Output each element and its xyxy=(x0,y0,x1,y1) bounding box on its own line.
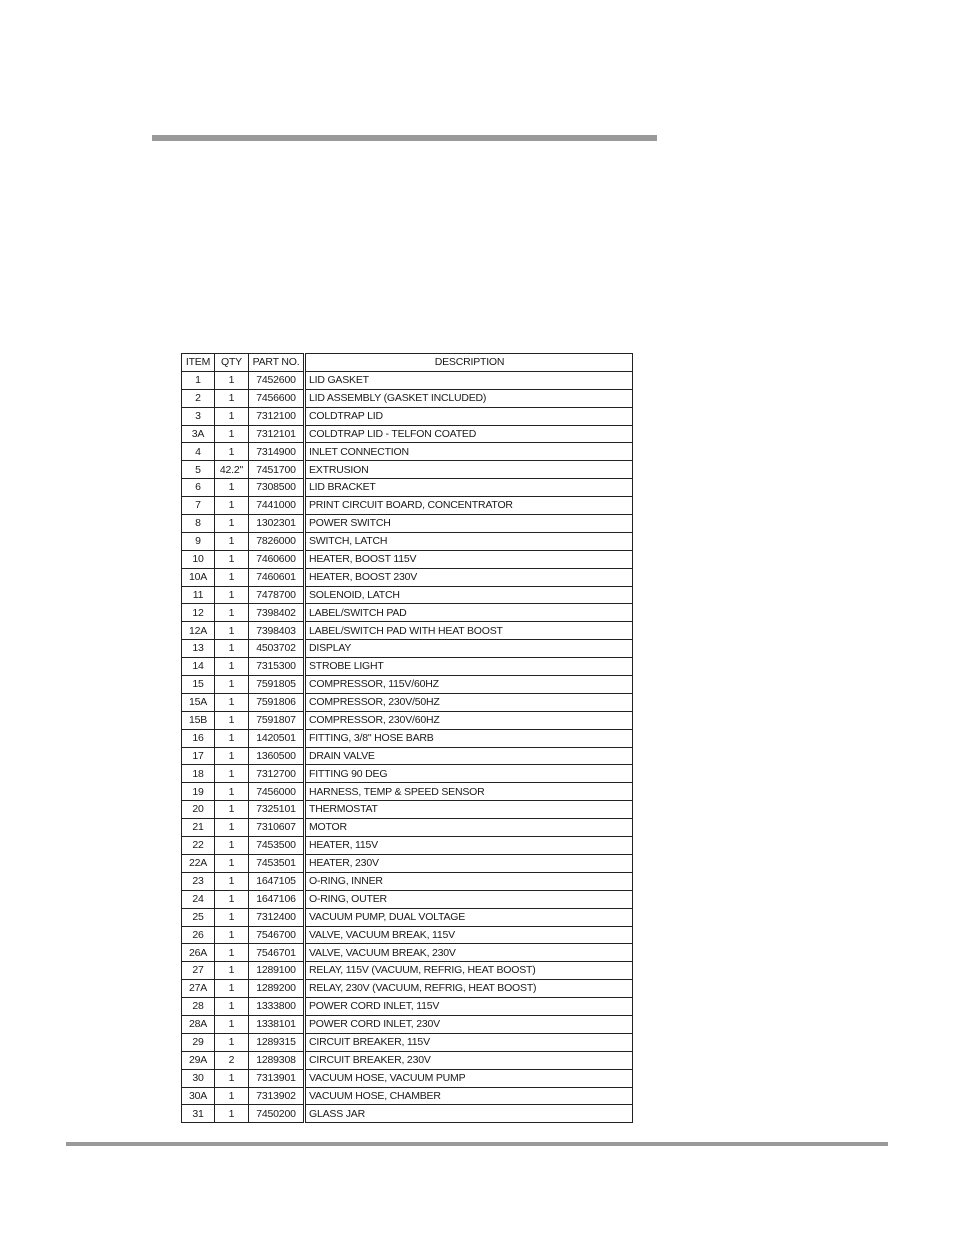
table-row xyxy=(182,1033,633,1051)
cell-part-no: 7591806 xyxy=(249,693,305,711)
table-row xyxy=(182,461,633,479)
cell-description: POWER CORD INLET, 230V xyxy=(305,1015,633,1033)
cell-part-no: 1360500 xyxy=(249,747,305,765)
cell-description: SWITCH, LATCH xyxy=(305,532,633,550)
cell-part-no: 7453501 xyxy=(249,854,305,872)
parts-table-body xyxy=(182,371,633,1122)
cell-qty: 1 xyxy=(215,1033,249,1051)
cell-description: LABEL/SWITCH PAD WITH HEAT BOOST xyxy=(305,622,633,640)
cell-qty: 1 xyxy=(215,783,249,801)
cell-description: CIRCUIT BREAKER, 115V xyxy=(305,1033,633,1051)
cell-qty: 1 xyxy=(215,586,249,604)
cell-part-no: 7460600 xyxy=(249,550,305,568)
table-row xyxy=(182,801,633,819)
table-row xyxy=(182,819,633,837)
cell-description: LID BRACKET xyxy=(305,479,633,497)
cell-description: FITTING, 3/8" HOSE BARB xyxy=(305,729,633,747)
table-row xyxy=(182,371,633,389)
table-row xyxy=(182,497,633,515)
cell-item: 12A xyxy=(182,622,215,640)
cell-description: PRINT CIRCUIT BOARD, CONCENTRATOR xyxy=(305,497,633,515)
cell-description: O-RING, OUTER xyxy=(305,890,633,908)
cell-item: 27A xyxy=(182,980,215,998)
cell-part-no: 7315300 xyxy=(249,658,305,676)
table-row xyxy=(182,1051,633,1069)
cell-qty: 1 xyxy=(215,693,249,711)
cell-part-no: 7313902 xyxy=(249,1087,305,1105)
cell-part-no: 7441000 xyxy=(249,497,305,515)
cell-qty: 1 xyxy=(215,622,249,640)
cell-qty: 1 xyxy=(215,801,249,819)
table-row xyxy=(182,658,633,676)
cell-qty: 1 xyxy=(215,837,249,855)
table-row xyxy=(182,389,633,407)
table-row xyxy=(182,568,633,586)
table-row xyxy=(182,783,633,801)
table-row xyxy=(182,604,633,622)
cell-qty: 2 xyxy=(215,1051,249,1069)
cell-part-no: 1333800 xyxy=(249,998,305,1016)
table-row xyxy=(182,443,633,461)
cell-item: 29A xyxy=(182,1051,215,1069)
bottom-divider xyxy=(66,1142,888,1146)
cell-qty: 1 xyxy=(215,872,249,890)
cell-item: 4 xyxy=(182,443,215,461)
cell-part-no: 1289308 xyxy=(249,1051,305,1069)
cell-description: INLET CONNECTION xyxy=(305,443,633,461)
table-row xyxy=(182,407,633,425)
cell-description: HEATER, 230V xyxy=(305,854,633,872)
table-row xyxy=(182,532,633,550)
table-row xyxy=(182,711,633,729)
cell-item: 30 xyxy=(182,1069,215,1087)
cell-description: VALVE, VACUUM BREAK, 230V xyxy=(305,944,633,962)
cell-item: 31 xyxy=(182,1105,215,1123)
cell-qty: 1 xyxy=(215,568,249,586)
table-row xyxy=(182,640,633,658)
cell-description: CIRCUIT BREAKER, 230V xyxy=(305,1051,633,1069)
cell-part-no: 7308500 xyxy=(249,479,305,497)
table-row xyxy=(182,425,633,443)
cell-part-no: 7312101 xyxy=(249,425,305,443)
cell-description: SOLENOID, LATCH xyxy=(305,586,633,604)
cell-part-no: 7591807 xyxy=(249,711,305,729)
cell-item: 10 xyxy=(182,550,215,568)
header-part-no: PART NO. xyxy=(249,354,305,372)
cell-item: 2 xyxy=(182,389,215,407)
cell-description: GLASS JAR xyxy=(305,1105,633,1123)
cell-part-no: 7591805 xyxy=(249,676,305,694)
cell-qty: 1 xyxy=(215,944,249,962)
cell-item: 28A xyxy=(182,1015,215,1033)
cell-part-no: 1302301 xyxy=(249,515,305,533)
cell-item: 11 xyxy=(182,586,215,604)
cell-description: COLDTRAP LID xyxy=(305,407,633,425)
cell-item: 3 xyxy=(182,407,215,425)
cell-part-no: 1647105 xyxy=(249,872,305,890)
cell-description: COMPRESSOR, 230V/60HZ xyxy=(305,711,633,729)
top-divider xyxy=(152,135,657,141)
cell-description: VACUUM HOSE, CHAMBER xyxy=(305,1087,633,1105)
cell-qty: 1 xyxy=(215,747,249,765)
cell-part-no: 7313901 xyxy=(249,1069,305,1087)
cell-item: 6 xyxy=(182,479,215,497)
cell-qty: 1 xyxy=(215,407,249,425)
table-row xyxy=(182,729,633,747)
cell-description: DISPLAY xyxy=(305,640,633,658)
table-row xyxy=(182,693,633,711)
table-row xyxy=(182,998,633,1016)
cell-description: FITTING 90 DEG xyxy=(305,765,633,783)
cell-description: MOTOR xyxy=(305,819,633,837)
cell-qty: 1 xyxy=(215,1069,249,1087)
cell-qty: 1 xyxy=(215,1087,249,1105)
cell-qty: 1 xyxy=(215,676,249,694)
table-row xyxy=(182,586,633,604)
cell-qty: 1 xyxy=(215,479,249,497)
cell-item: 1 xyxy=(182,371,215,389)
cell-part-no: 1338101 xyxy=(249,1015,305,1033)
cell-part-no: 7450200 xyxy=(249,1105,305,1123)
cell-description: RELAY, 115V (VACUUM, REFRIG, HEAT BOOST) xyxy=(305,962,633,980)
cell-part-no: 7456600 xyxy=(249,389,305,407)
cell-item: 20 xyxy=(182,801,215,819)
cell-qty: 1 xyxy=(215,371,249,389)
cell-part-no: 7456000 xyxy=(249,783,305,801)
cell-qty: 1 xyxy=(215,532,249,550)
cell-part-no: 1289315 xyxy=(249,1033,305,1051)
cell-item: 15 xyxy=(182,676,215,694)
table-row xyxy=(182,908,633,926)
cell-part-no: 7546700 xyxy=(249,926,305,944)
cell-description: THERMOSTAT xyxy=(305,801,633,819)
cell-item: 16 xyxy=(182,729,215,747)
table-row xyxy=(182,1015,633,1033)
cell-qty: 1 xyxy=(215,389,249,407)
cell-part-no: 7546701 xyxy=(249,944,305,962)
table-row xyxy=(182,1087,633,1105)
table-header-row xyxy=(182,354,633,372)
cell-item: 13 xyxy=(182,640,215,658)
header-item: ITEM xyxy=(182,354,215,372)
cell-description: STROBE LIGHT xyxy=(305,658,633,676)
cell-part-no: 7310607 xyxy=(249,819,305,837)
cell-part-no: 7312700 xyxy=(249,765,305,783)
cell-part-no: 1647106 xyxy=(249,890,305,908)
cell-part-no: 7460601 xyxy=(249,568,305,586)
cell-item: 19 xyxy=(182,783,215,801)
cell-part-no: 7312100 xyxy=(249,407,305,425)
cell-qty: 1 xyxy=(215,819,249,837)
cell-item: 29 xyxy=(182,1033,215,1051)
cell-item: 22 xyxy=(182,837,215,855)
table-row xyxy=(182,872,633,890)
cell-qty: 1 xyxy=(215,443,249,461)
cell-description: RELAY, 230V (VACUUM, REFRIG, HEAT BOOST) xyxy=(305,980,633,998)
cell-item: 5 xyxy=(182,461,215,479)
cell-description: COLDTRAP LID - TELFON COATED xyxy=(305,425,633,443)
cell-qty: 1 xyxy=(215,425,249,443)
cell-qty: 1 xyxy=(215,497,249,515)
table-row xyxy=(182,515,633,533)
cell-qty: 1 xyxy=(215,604,249,622)
cell-part-no: 7398402 xyxy=(249,604,305,622)
cell-description: POWER CORD INLET, 115V xyxy=(305,998,633,1016)
table-row xyxy=(182,676,633,694)
cell-qty: 1 xyxy=(215,1105,249,1123)
cell-qty: 1 xyxy=(215,658,249,676)
table-row xyxy=(182,622,633,640)
cell-item: 30A xyxy=(182,1087,215,1105)
cell-qty: 1 xyxy=(215,515,249,533)
table-row xyxy=(182,479,633,497)
cell-qty: 42.2" xyxy=(215,461,249,479)
cell-part-no: 7398403 xyxy=(249,622,305,640)
cell-part-no: 7451700 xyxy=(249,461,305,479)
cell-qty: 1 xyxy=(215,926,249,944)
table-row xyxy=(182,854,633,872)
table-row xyxy=(182,890,633,908)
cell-item: 9 xyxy=(182,532,215,550)
cell-item: 14 xyxy=(182,658,215,676)
header-description: DESCRIPTION xyxy=(305,354,633,372)
table-row xyxy=(182,944,633,962)
cell-description: VACUUM PUMP, DUAL VOLTAGE xyxy=(305,908,633,926)
cell-part-no: 7478700 xyxy=(249,586,305,604)
cell-item: 23 xyxy=(182,872,215,890)
cell-part-no: 1289200 xyxy=(249,980,305,998)
cell-description: POWER SWITCH xyxy=(305,515,633,533)
cell-qty: 1 xyxy=(215,962,249,980)
cell-description: VACUUM HOSE, VACUUM PUMP xyxy=(305,1069,633,1087)
cell-item: 25 xyxy=(182,908,215,926)
cell-description: COMPRESSOR, 115V/60HZ xyxy=(305,676,633,694)
cell-part-no: 7826000 xyxy=(249,532,305,550)
parts-table xyxy=(181,353,633,1123)
cell-item: 8 xyxy=(182,515,215,533)
cell-qty: 1 xyxy=(215,765,249,783)
table-row xyxy=(182,1069,633,1087)
table-row xyxy=(182,962,633,980)
cell-part-no: 7453500 xyxy=(249,837,305,855)
cell-item: 26 xyxy=(182,926,215,944)
cell-qty: 1 xyxy=(215,980,249,998)
cell-description: LABEL/SWITCH PAD xyxy=(305,604,633,622)
cell-qty: 1 xyxy=(215,640,249,658)
cell-item: 12 xyxy=(182,604,215,622)
cell-item: 3A xyxy=(182,425,215,443)
table-row xyxy=(182,1105,633,1123)
cell-item: 22A xyxy=(182,854,215,872)
cell-item: 24 xyxy=(182,890,215,908)
cell-description: EXTRUSION xyxy=(305,461,633,479)
cell-item: 7 xyxy=(182,497,215,515)
table-row xyxy=(182,550,633,568)
cell-item: 27 xyxy=(182,962,215,980)
cell-qty: 1 xyxy=(215,998,249,1016)
cell-qty: 1 xyxy=(215,711,249,729)
cell-qty: 1 xyxy=(215,854,249,872)
cell-description: LID GASKET xyxy=(305,371,633,389)
cell-part-no: 7314900 xyxy=(249,443,305,461)
cell-description: COMPRESSOR, 230V/50HZ xyxy=(305,693,633,711)
cell-part-no: 1420501 xyxy=(249,729,305,747)
table-row xyxy=(182,747,633,765)
cell-description: HEATER, 115V xyxy=(305,837,633,855)
cell-item: 17 xyxy=(182,747,215,765)
cell-description: VALVE, VACUUM BREAK, 115V xyxy=(305,926,633,944)
cell-description: HEATER, BOOST 115V xyxy=(305,550,633,568)
cell-part-no: 1289100 xyxy=(249,962,305,980)
cell-qty: 1 xyxy=(215,1015,249,1033)
cell-item: 10A xyxy=(182,568,215,586)
cell-description: O-RING, INNER xyxy=(305,872,633,890)
table-row xyxy=(182,980,633,998)
cell-item: 28 xyxy=(182,998,215,1016)
cell-qty: 1 xyxy=(215,550,249,568)
table-row xyxy=(182,765,633,783)
cell-qty: 1 xyxy=(215,908,249,926)
table-row xyxy=(182,837,633,855)
cell-description: HEATER, BOOST 230V xyxy=(305,568,633,586)
header-qty: QTY xyxy=(215,354,249,372)
cell-description: LID ASSEMBLY (GASKET INCLUDED) xyxy=(305,389,633,407)
cell-qty: 1 xyxy=(215,890,249,908)
cell-item: 18 xyxy=(182,765,215,783)
cell-part-no: 7312400 xyxy=(249,908,305,926)
cell-description: DRAIN VALVE xyxy=(305,747,633,765)
table-row xyxy=(182,926,633,944)
cell-part-no: 4503702 xyxy=(249,640,305,658)
cell-item: 15A xyxy=(182,693,215,711)
cell-qty: 1 xyxy=(215,729,249,747)
cell-part-no: 7452600 xyxy=(249,371,305,389)
cell-part-no: 7325101 xyxy=(249,801,305,819)
cell-description: HARNESS, TEMP & SPEED SENSOR xyxy=(305,783,633,801)
cell-item: 21 xyxy=(182,819,215,837)
cell-item: 26A xyxy=(182,944,215,962)
cell-item: 15B xyxy=(182,711,215,729)
